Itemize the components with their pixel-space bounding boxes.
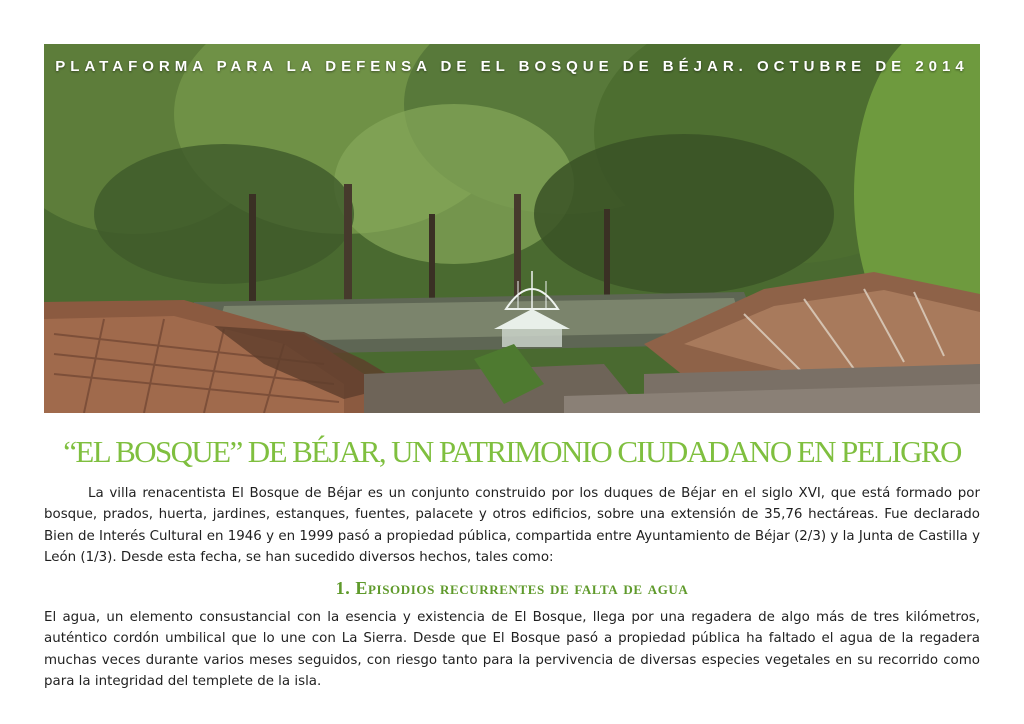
- article-title: “EL BOSQUE” DE BÉJAR, UN PATRIMONIO CIUDADANO EN PELIGRO: [63, 434, 961, 469]
- hero-caption: PLATAFORMA PARA LA DEFENSA DE EL BOSQUE DE BÉJAR. OCTUBRE DE 2014: [55, 58, 969, 75]
- hero-photo: [44, 44, 980, 413]
- section-paragraph: El agua, un elemento consustancial con la esencia y existencia de El Bosque, llega por una regadera de algo más de tres kilómetros, auténtico cordón umbilical que lo une con La Sierra. Desde que El Bosque pasó a propiedad pública ha faltado el agua de la regadera muchas veces durante varios meses seguidos, con riesgo tanto para la pervivencia de diversas especies vegetales en su recorrido como para la integridad del templete de la isla.: [44, 610, 980, 690]
- intro-paragraph: La villa renacentista El Bosque de Béjar es un conjunto construido por los duques de Béjar en el siglo XVI, que está formado por bosque, prados, huerta, jardines, estanques, fuentes, palacete y otros edificios, sobre una extensión de 35,76 hectáreas. Fue declarado Bien de Interés Cultural en 1946 y en 1999 pasó a propiedad pública, compartida entre Ayuntamiento de Béjar (2/3) y la Junta de Castilla y León (1/3). Desde esta fecha, se han sucedido diversos hechos, tales como:: [44, 486, 980, 566]
- section-heading: 1. Episodios recurrentes de falta de agua: [335, 578, 689, 598]
- garden-ruins-illustration: [44, 44, 980, 413]
